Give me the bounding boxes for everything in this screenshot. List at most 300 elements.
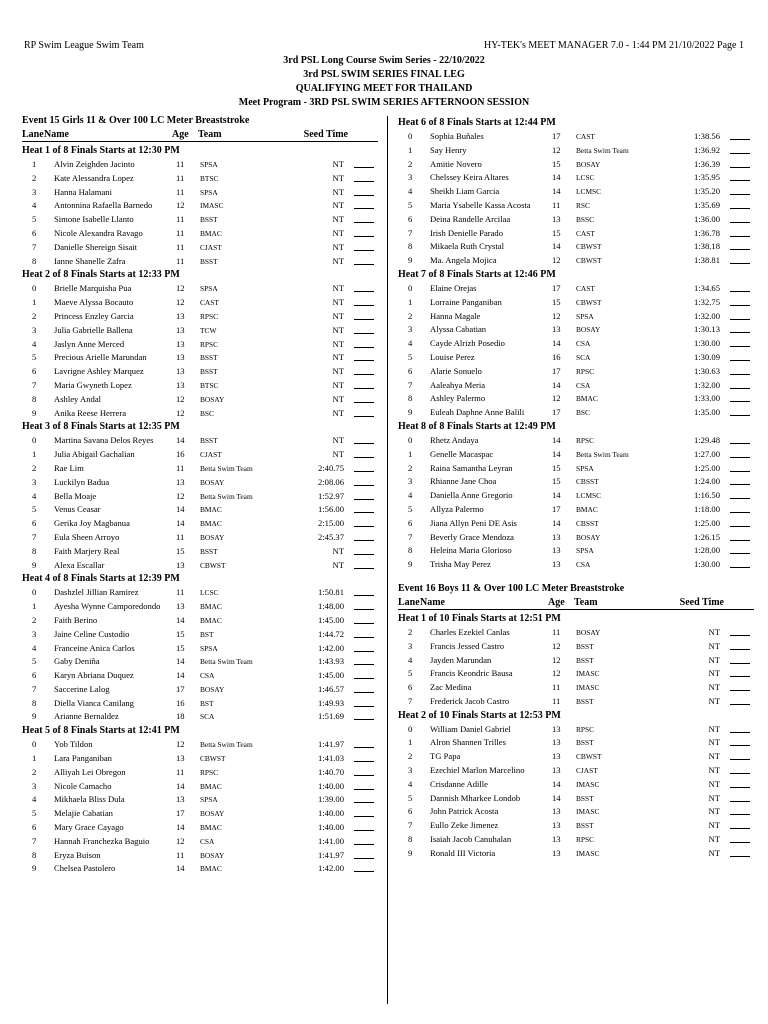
finals-time-blank	[354, 282, 374, 292]
lane-number: 6	[32, 670, 37, 681]
swimmer-age: 13	[552, 765, 561, 776]
finals-time-blank	[354, 407, 374, 417]
heat-title: Heat 6 of 8 Finals Starts at 12:44 PM	[398, 117, 556, 128]
swimmer-name: John Patrick Acosta	[430, 806, 499, 817]
finals-time-blank	[730, 310, 750, 320]
lane-number: 3	[32, 186, 37, 197]
entry-row	[22, 545, 378, 559]
swimmer-name: Anika Reese Herrera	[54, 407, 127, 418]
swimmer-age: 14	[176, 656, 185, 667]
swimmer-name: Chelssey Keira Altares	[430, 172, 509, 183]
heat-title: Heat 8 of 8 Finals Starts at 12:49 PM	[398, 420, 556, 432]
seed-time: NT	[708, 626, 720, 637]
lane-number: 5	[408, 199, 413, 210]
team-code: BMAC	[200, 823, 222, 833]
swimmer-name: Francis Jessed Castro	[430, 640, 504, 651]
team-code: SPSA	[200, 284, 218, 294]
swimmer-age: 11	[176, 186, 185, 197]
team-code: BSC	[576, 408, 590, 418]
finals-time-blank	[730, 489, 750, 499]
heat-title: Heat 4 of 8 Finals Starts at 12:39 PM	[22, 573, 180, 585]
entry-row	[22, 586, 378, 600]
seed-time: 1:33.00	[693, 393, 720, 404]
swimmer-name: Venus Ceasar	[54, 504, 101, 515]
seed-time: 1:45.00	[317, 614, 344, 625]
team-code: CSA	[576, 380, 591, 390]
col-seed-time: Seed Time	[679, 596, 724, 608]
entry-row	[22, 227, 378, 241]
swimmer-age: 17	[176, 683, 185, 694]
team-code: BMAC	[200, 505, 222, 515]
seed-time: 1:30.00	[693, 338, 720, 349]
entry-row	[398, 171, 754, 185]
finals-time-blank	[730, 819, 750, 829]
team-code: CBWST	[200, 560, 226, 570]
swimmer-name: Lavrigne Ashley Marquez	[54, 366, 144, 377]
swimmer-age: 11	[552, 695, 561, 706]
finals-time-blank	[730, 144, 750, 154]
meet-title-2: 3rd PSL SWIM SERIES FINAL LEG	[303, 69, 465, 80]
team-code: RPSC	[200, 311, 219, 321]
lane-number: 4	[408, 654, 413, 665]
team-code: BOSAY	[576, 532, 601, 542]
left-column	[22, 114, 378, 876]
swimmer-name: Irish Denielle Parado	[430, 227, 504, 238]
lane-number: 0	[32, 739, 37, 750]
entry-row	[22, 365, 378, 379]
finals-time-blank	[730, 626, 750, 636]
lane-number: 5	[32, 214, 37, 225]
finals-time-blank	[730, 792, 750, 802]
seed-time: NT	[708, 847, 720, 858]
team-code: SCA	[200, 712, 215, 722]
column-divider	[387, 116, 388, 1004]
finals-time-blank	[354, 490, 374, 500]
team-code: BSST	[576, 821, 594, 831]
finals-time-blank	[354, 849, 374, 859]
team-code: SPSA	[576, 546, 594, 556]
finals-time-blank	[354, 752, 374, 762]
seed-time: 1:36.39	[693, 158, 720, 169]
swimmer-age: 11	[552, 682, 561, 693]
finals-time-blank	[354, 655, 374, 665]
finals-time-blank	[730, 736, 750, 746]
finals-time-blank	[730, 462, 750, 472]
swimmer-age: 11	[176, 172, 185, 183]
swimmer-age: 15	[176, 642, 185, 653]
swimmer-age: 15	[552, 227, 561, 238]
swimmer-name: William Daniel Gabriel	[430, 723, 511, 734]
lane-number: 5	[408, 792, 413, 803]
finals-time-blank	[730, 558, 750, 568]
entry-row	[398, 654, 754, 668]
lane-number: 6	[408, 682, 413, 693]
seed-time: 1:25.00	[693, 462, 720, 473]
swimmer-age: 14	[176, 780, 185, 791]
swimmer-name: Precious Arielle Marundan	[54, 352, 147, 363]
seed-time: NT	[332, 379, 344, 390]
lane-number: 2	[408, 751, 413, 762]
swimmer-age: 13	[552, 806, 561, 817]
lane-number: 3	[408, 476, 413, 487]
swimmer-age: 15	[552, 158, 561, 169]
meet-titles	[0, 54, 768, 110]
entry-row	[22, 835, 378, 849]
team-code: RPSC	[200, 339, 219, 349]
swimmer-age: 13	[552, 531, 561, 542]
swimmer-age: 16	[176, 449, 185, 460]
finals-time-blank	[354, 793, 374, 803]
lane-number: 8	[32, 697, 37, 708]
swimmer-name: Deina Randelle Arcilaa	[430, 213, 511, 224]
lane-number: 0	[408, 434, 413, 445]
lane-number: 1	[32, 601, 37, 612]
entry-row	[22, 351, 378, 365]
seed-time: 1:40.00	[317, 822, 344, 833]
team-code: RSC	[576, 200, 590, 210]
entry-row	[398, 282, 754, 296]
entry-row	[22, 559, 378, 573]
lane-number: 6	[32, 822, 37, 833]
lane-number: 9	[408, 255, 413, 266]
seed-time: NT	[708, 682, 720, 693]
event-title: Event 16 Boys 11 & Over 100 LC Meter Breaststroke	[398, 582, 625, 594]
seed-time: 1:30.00	[693, 559, 720, 570]
swimmer-age: 14	[552, 379, 561, 390]
lane-number: 9	[32, 711, 37, 722]
seed-time: NT	[708, 751, 720, 762]
swimmer-age: 13	[552, 324, 561, 335]
finals-time-blank	[354, 393, 374, 403]
team-code: BMAC	[200, 228, 222, 238]
swimmer-name: Alexa Escallar	[54, 559, 105, 570]
swimmer-age: 12	[552, 640, 561, 651]
seed-time: NT	[332, 338, 344, 349]
team-code: IMASC	[576, 683, 600, 693]
team-code: BST	[200, 629, 214, 639]
seed-time: NT	[708, 765, 720, 776]
lane-number: 2	[32, 614, 37, 625]
lane-number: 3	[408, 765, 413, 776]
team-code: BSST	[200, 353, 218, 363]
lane-number: 7	[408, 695, 413, 706]
swimmer-age: 16	[176, 697, 185, 708]
seed-time: NT	[708, 834, 720, 845]
col-team: Team	[198, 129, 222, 140]
meet-title-4: Meet Program - 3RD PSL SWIM SERIES AFTERNOON SESSION	[238, 97, 530, 108]
col-name: Name	[420, 596, 445, 608]
seed-time: 1:41.00	[317, 835, 344, 846]
finals-time-blank	[354, 296, 374, 306]
seed-time: 1:34.65	[693, 282, 720, 293]
team-code: LCMSC	[576, 187, 602, 197]
swimmer-age: 14	[176, 614, 185, 625]
seed-time: NT	[708, 792, 720, 803]
swimmer-name: Luckilyn Badua	[54, 476, 110, 487]
team-code: CBSST	[576, 518, 599, 528]
entry-row	[398, 296, 754, 310]
swimmer-name: Faith Marjery Real	[54, 545, 120, 556]
seed-time: NT	[332, 159, 344, 169]
swimmer-name: Chelsea Pastolero	[54, 863, 116, 874]
lane-number: 1	[408, 296, 413, 307]
team-name: RP Swim League Swim Team	[24, 40, 144, 51]
swimmer-age: 13	[552, 834, 561, 845]
swimmer-age: 11	[552, 199, 561, 210]
lane-number: 5	[32, 352, 37, 363]
lane-number: 5	[32, 808, 37, 819]
lane-number: 2	[32, 310, 37, 321]
swimmer-name: Alron Shannen Trilles	[430, 737, 506, 748]
swimmer-name: Hanna Halamani	[54, 186, 112, 197]
lane-number: 6	[32, 227, 37, 238]
swimmer-name: Danielle Shereign Sisait	[54, 241, 138, 252]
heat-title: Heat 1 of 10 Finals Starts at 12:51 PM	[398, 612, 561, 624]
seed-time: NT	[332, 214, 344, 225]
lane-number: 3	[32, 628, 37, 639]
lane-number: 4	[408, 186, 413, 197]
seed-time: NT	[332, 186, 344, 197]
finals-time-blank	[354, 807, 374, 817]
swimmer-name: Sheikh Liam Garcia	[430, 186, 500, 197]
swimmer-age: 14	[552, 792, 561, 803]
swimmer-name: Louise Perez	[430, 351, 475, 362]
lane-number: 6	[408, 517, 413, 528]
entry-row	[398, 130, 754, 144]
entry-row	[398, 489, 754, 503]
swimmer-age: 13	[176, 352, 185, 363]
finals-time-blank	[730, 365, 750, 375]
finals-time-blank	[354, 158, 374, 168]
finals-time-blank	[354, 600, 374, 610]
team-code: CAST	[576, 132, 595, 141]
entry-row	[398, 517, 754, 531]
swimmer-age: 14	[552, 448, 561, 459]
finals-time-blank	[730, 323, 750, 333]
swimmer-name: Julia Abigail Gachalian	[54, 449, 135, 460]
finals-time-blank	[730, 296, 750, 306]
seed-time: NT	[708, 737, 720, 748]
seed-time: 1:38.18	[693, 241, 720, 252]
finals-time-blank	[354, 697, 374, 707]
seed-time: NT	[332, 172, 344, 183]
heat-title: Heat 2 of 10 Finals Starts at 12:53 PM	[398, 709, 561, 721]
swimmer-name: Brielle Marquisha Pua	[54, 283, 132, 294]
team-code: CSA	[200, 671, 215, 681]
swimmer-name: Jiana Allyn Peni DE Asis	[430, 517, 517, 528]
swimmer-name: Mikaela Ruth Crystal	[430, 241, 504, 252]
entry-row	[398, 736, 754, 750]
entry-row	[22, 793, 378, 807]
seed-time: 1:40.00	[317, 808, 344, 819]
col-lane: Lane	[22, 129, 44, 140]
swimmer-name: Nicole Camacho	[54, 780, 112, 791]
swimmer-age: 14	[552, 172, 561, 183]
team-code: BTSC	[200, 173, 219, 183]
entry-row	[22, 752, 378, 766]
swimmer-age: 15	[552, 476, 561, 487]
team-code: CSA	[576, 560, 591, 570]
team-code: BOSAY	[576, 159, 601, 169]
finals-time-blank	[354, 351, 374, 361]
finals-time-blank	[730, 667, 750, 677]
team-code: LCMSC	[576, 491, 602, 501]
finals-time-blank	[354, 531, 374, 541]
entry-row	[398, 667, 754, 681]
finals-time-blank	[730, 351, 750, 361]
swimmer-age: 13	[176, 338, 185, 349]
seed-time: 1:44.72	[317, 628, 344, 639]
col-team: Team	[574, 596, 598, 608]
swimmer-name: Lara Panganiban	[54, 753, 112, 764]
swimmer-age: 11	[176, 531, 185, 542]
entry-row	[22, 186, 378, 200]
finals-time-blank	[354, 324, 374, 334]
seed-time: 1:42.00	[317, 642, 344, 653]
seed-time: NT	[332, 366, 344, 377]
lane-number: 8	[32, 393, 37, 404]
swimmer-name: Melajie Cabatian	[54, 808, 113, 819]
finals-time-blank	[354, 434, 374, 444]
finals-time-blank	[354, 586, 374, 596]
finals-time-blank	[730, 695, 750, 705]
swimmer-age: 14	[552, 490, 561, 501]
lane-number: 7	[408, 531, 413, 542]
team-code: BSC	[200, 408, 214, 418]
team-code: LCSC	[200, 588, 219, 598]
team-code: BMAC	[576, 504, 598, 514]
lane-number: 3	[32, 324, 37, 335]
team-code: CJAST	[200, 450, 222, 460]
swimmer-name: Allyza Palermo	[430, 503, 484, 514]
swimmer-name: Charles Ezekiel Canlas	[430, 626, 510, 637]
finals-time-blank	[354, 186, 374, 196]
seed-time: NT	[708, 806, 720, 817]
swimmer-name: Crisdanne Adille	[430, 778, 488, 789]
finals-time-blank	[354, 338, 374, 348]
swimmer-name: Maria Ysabelle Kassa Acosta	[430, 199, 531, 210]
swimmer-name: Aaleahya Meria	[430, 379, 486, 390]
finals-time-blank	[354, 683, 374, 693]
swimmer-name: Karyn Abriana Duquez	[54, 670, 134, 681]
swimmer-age: 14	[552, 434, 561, 445]
entry-row	[398, 778, 754, 792]
swimmer-name: Eula Sheen Arroyo	[54, 531, 120, 542]
lane-number: 2	[408, 462, 413, 473]
finals-time-blank	[354, 862, 374, 872]
swimmer-age: 12	[176, 739, 185, 750]
lane-number: 9	[32, 559, 37, 570]
swimmer-age: 14	[176, 504, 185, 515]
swimmer-age: 13	[552, 545, 561, 556]
lane-number: 5	[408, 351, 413, 362]
team-code: BSST	[200, 367, 218, 377]
swimmer-age: 15	[552, 462, 561, 473]
swimmer-name: Mikhaela Bliss Dula	[54, 794, 125, 805]
swimmer-age: 13	[176, 366, 185, 377]
lane-number: 9	[408, 559, 413, 570]
finals-time-blank	[354, 448, 374, 458]
team-code: BSST	[200, 546, 218, 556]
entry-row	[398, 144, 754, 158]
entry-row	[22, 338, 378, 352]
lane-number: 9	[408, 407, 413, 418]
swimmer-name: Hannah Franchezka Baguio	[54, 835, 150, 846]
team-code: BST	[200, 698, 214, 708]
swimmer-age: 13	[552, 751, 561, 762]
swimmer-age: 13	[552, 213, 561, 224]
seed-time: 1:27.00	[693, 448, 720, 459]
team-code: BSST	[576, 641, 594, 651]
swimmer-age: 15	[176, 628, 185, 639]
finals-time-blank	[730, 654, 750, 664]
team-code: BTSC	[200, 380, 219, 390]
seed-time: 1:48.00	[317, 601, 344, 612]
lane-number: 1	[408, 737, 413, 748]
lane-number: 3	[32, 476, 37, 487]
seed-time: 2:08.06	[317, 476, 344, 487]
entry-row	[22, 642, 378, 656]
seed-time: NT	[708, 778, 720, 789]
swimmer-name: Hanna Magale	[430, 310, 481, 321]
entry-row	[398, 640, 754, 654]
entry-row	[22, 393, 378, 407]
team-code: BMAC	[576, 394, 598, 404]
swimmer-name: Jayden Marundan	[430, 654, 492, 665]
entry-row	[22, 821, 378, 835]
swimmer-name: Alarie Sonuelo	[430, 365, 482, 376]
seed-time: 1:36.00	[693, 213, 720, 224]
lane-number: 4	[32, 490, 37, 501]
seed-time: NT	[332, 352, 344, 363]
seed-time: NT	[332, 241, 344, 252]
team-code: BSST	[200, 256, 218, 266]
swimmer-age: 12	[176, 835, 185, 846]
lane-number: 0	[408, 723, 413, 734]
lane-number: 3	[408, 640, 413, 651]
entry-row	[398, 227, 754, 241]
lane-number: 4	[32, 200, 37, 211]
seed-time: 1:41.97	[317, 849, 344, 860]
team-code: IMASC	[576, 779, 600, 789]
swimmer-name: Frederick Jacob Castro	[430, 695, 510, 706]
lane-number: 2	[32, 172, 37, 183]
lane-number: 2	[408, 158, 413, 169]
seed-time: NT	[708, 654, 720, 665]
team-code: RPSC	[200, 767, 219, 777]
finals-time-blank	[354, 213, 374, 223]
team-code: IMASC	[200, 201, 224, 211]
swimmer-name: Arianne Bernaldez	[54, 711, 119, 722]
swimmer-name: Ashley Andal	[54, 393, 102, 404]
entry-row	[22, 490, 378, 504]
entry-row	[398, 475, 754, 489]
entry-row	[22, 655, 378, 669]
finals-time-blank	[730, 723, 750, 733]
lane-number: 6	[32, 366, 37, 377]
entry-row	[22, 255, 378, 269]
entry-row	[22, 462, 378, 476]
entry-row	[22, 296, 378, 310]
swimmer-name: Martina Savana Delos Reyes	[54, 435, 154, 446]
seed-time: NT	[708, 668, 720, 679]
finals-time-blank	[730, 531, 750, 541]
lane-number: 7	[32, 379, 37, 390]
team-code: BSST	[576, 738, 594, 748]
swimmer-age: 12	[176, 393, 185, 404]
lane-number: 1	[32, 449, 37, 460]
seed-time: 1:35.00	[693, 407, 720, 418]
